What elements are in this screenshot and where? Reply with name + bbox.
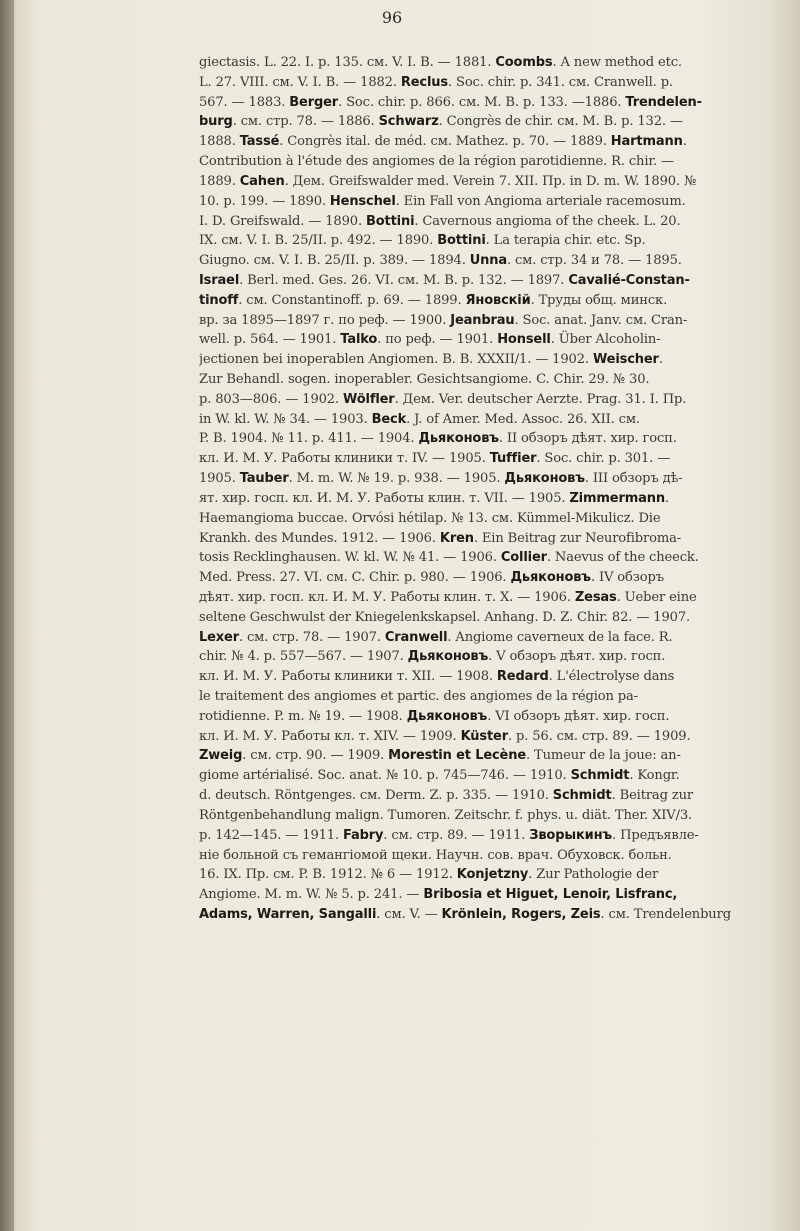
text-line: I. D. Greifswald. — 1890. Bottini. Cavernous angioma of the cheek. L. 20. — [199, 213, 681, 229]
text-line: Giugno. см. V. I. B. 25/II. p. 389. — 1894. Unna. см. стр. 34 и 78. — 1895. — [199, 253, 682, 269]
text-line: кл. И. М. У. Работы клиники т. IV. — 1905. Tuffier. Soc. chir. p. 301. — — [199, 451, 671, 467]
text-line: вр. за 1895—1897 г. по реф. — 1900. Jeanbrau. Soc. anat. Janv. см. Cran- — [199, 312, 688, 328]
text-line: le traitement des angiomes et partic. des angiomes de la région pa- — [199, 689, 638, 704]
text-line: Krankh. des Mundes. 1912. — 1906. Kren. Ein Beitrag zur Neurofibroma- — [199, 530, 682, 546]
text-line: 16. IX. Пр. см. P. B. 1912. № 6 — 1912. Konjetzny. Zur Pathologie der — [199, 867, 659, 883]
text-line: p. 142—145. — 1911. Fabry. см. стр. 89. — 1911. Зворыкинъ. Предъявле- — [199, 827, 699, 843]
text-line: seltene Geschwulst der Kniegelenkskapsel. Anhang. D. Z. Chir. 82. — 1907. — [199, 609, 691, 625]
text-line: jectionen bei inoperablen Angiomen. B. B. XXXII/1. — 1902. Weischer. — [199, 352, 663, 368]
text-line: tosis Recklinghausen. W. kl. W. № 41. — 1906. Collier. Naevus of the cheeck. — [199, 550, 699, 566]
text-line: Haemangioma buccae. Orvósi hétilap. № 13. см. Kümmel-Mikulicz. Die — [199, 510, 661, 526]
text-line: ят. хир. госп. кл. И. М. У. Работы клин. т. VII. — 1905. Zimmermann. — [199, 490, 669, 506]
text-line: burg. см. стр. 78. — 1886. Schwarz. Congrès de chir. см. M. B. p. 132. — — [199, 114, 683, 130]
text-line: in W. kl. W. № 34. — 1903. Beck. J. of Amer. Med. Assoc. 26. XII. см. — [199, 411, 640, 427]
text-line: 1905. Tauber. M. m. W. № 19. p. 938. — 1905. Дьяконовъ. III обзоръ дѣ- — [199, 471, 683, 487]
text-line: Adams, Warren, Sangalli. см. V. — Krönlein, Rogers, Zeis. см. Trendelenburg — [199, 906, 731, 922]
text-line: Contribution à l'étude des angiomes de la région parotidienne. R. chir. — — [199, 154, 674, 170]
text-line: Med. Press. 27. VI. см. C. Chir. p. 980. — 1906. Дьяконовъ. IV обзоръ — [199, 570, 664, 586]
page-number: 96 — [381, 8, 403, 27]
text-line: Angiome. M. m. W. № 5. p. 241. — Bribosia et Higuet, Lenoir, Lisfranc, — [199, 887, 678, 903]
text-line: chir. № 4. p. 557—567. — 1907. Дьяконовъ. V обзоръ дѣят. хир. госп. — [199, 649, 666, 665]
text-line: rotidienne. P. m. № 19. — 1908. Дьяконовъ. VI обзоръ дѣят. хир. госп. — [199, 708, 670, 724]
text-line: tinoff. см. Constantinoff. p. 69. — 1899. Яновскій. Труды общ. минск. — [199, 292, 668, 308]
text-line: d. deutsch. Röntgenges. см. Derm. Z. p. 335. — 1910. Schmidt. Beitrag zur — [199, 788, 693, 804]
text-line: IX. см. V. I. B. 25/II. p. 492. — 1890. Bottini. La terapia chir. etc. Sp. — [199, 233, 646, 249]
text-line: Israel. Berl. med. Ges. 26. VI. см. M. B. p. 132. — 1897. Cavalié-Constan- — [199, 272, 690, 288]
text-line: кл. И. М. У. Работы кл. т. XIV. — 1909. Küster. p. 56. см. стр. 89. — 1909. — [199, 728, 691, 744]
text-line: Zur Behandl. sogen. inoperabler. Gesichtsangiome. C. Chir. 29. № 30. — [199, 372, 650, 387]
text-line: дѣят. хир. госп. кл. И. М. У. Работы клин. т. X. — 1906. Zesas. Ueber eine — [199, 589, 697, 605]
text-line: 1888. Tassé. Congrès ital. de méd. см. Mathez. p. 70. — 1889. Hartmann. — [199, 134, 687, 150]
text-line: P. B. 1904. № 11. p. 411. — 1904. Дьяконовъ. II обзоръ дѣят. хир. госп. — [199, 431, 677, 447]
text-line: Zweig. см. стр. 90. — 1909. Morestin et Lecène. Tumeur de la joue: an- — [199, 748, 681, 764]
text-line: 1889. Cahen. Дем. Greifswalder med. Verein 7. XII. Пр. in D. m. W. 1890. № — [199, 173, 697, 189]
text-line: well. p. 564. — 1901. Talko. по реф. — 1901. Honsell. Über Alcoholin- — [199, 332, 661, 348]
text-line: L. 27. VIII. см. V. I. B. — 1882. Reclus. Soc. chir. p. 341. см. Cranwell. p. — [199, 74, 673, 90]
text-line: Lexer. см. стр. 78. — 1907. Cranwell. Angiome caverneux de la face. R. — [199, 629, 673, 645]
page-binding-edge — [0, 0, 14, 1231]
text-line: 10. p. 199. — 1890. Henschel. Ein Fall von Angioma arteriale racemosum. — [199, 193, 686, 209]
text-line: ніе больной съ гемангіомой щеки. Научн. сов. врач. Обуховск. больн. — [199, 847, 672, 863]
text-line: giectasis. L. 22. I. p. 135. см. V. I. B. — 1881. Coombs. A new method etc. — [199, 55, 682, 70]
text-line: p. 803—806. — 1902. Wölfler. Дем. Ver. deutscher Aerzte. Prag. 31. I. Пр. — [199, 391, 687, 407]
text-line: Röntgenbehandlung malign. Tumoren. Zeitschr. f. phys. u. diät. Ther. XIV/3. — [199, 807, 693, 823]
bibliography-text — [199, 53, 759, 925]
text-line: 567. — 1883. Berger. Soc. chir. p. 866. см. M. B. p. 133. —1886. Trendelen- — [199, 94, 702, 110]
text-line: giome artérialisé. Soc. anat. № 10. p. 745—746. — 1910. Schmidt. Kongr. — [199, 768, 680, 784]
text-line: кл. И. М. У. Работы клиники т. XII. — 1908. Redard. L'électrolyse dans — [199, 669, 675, 685]
